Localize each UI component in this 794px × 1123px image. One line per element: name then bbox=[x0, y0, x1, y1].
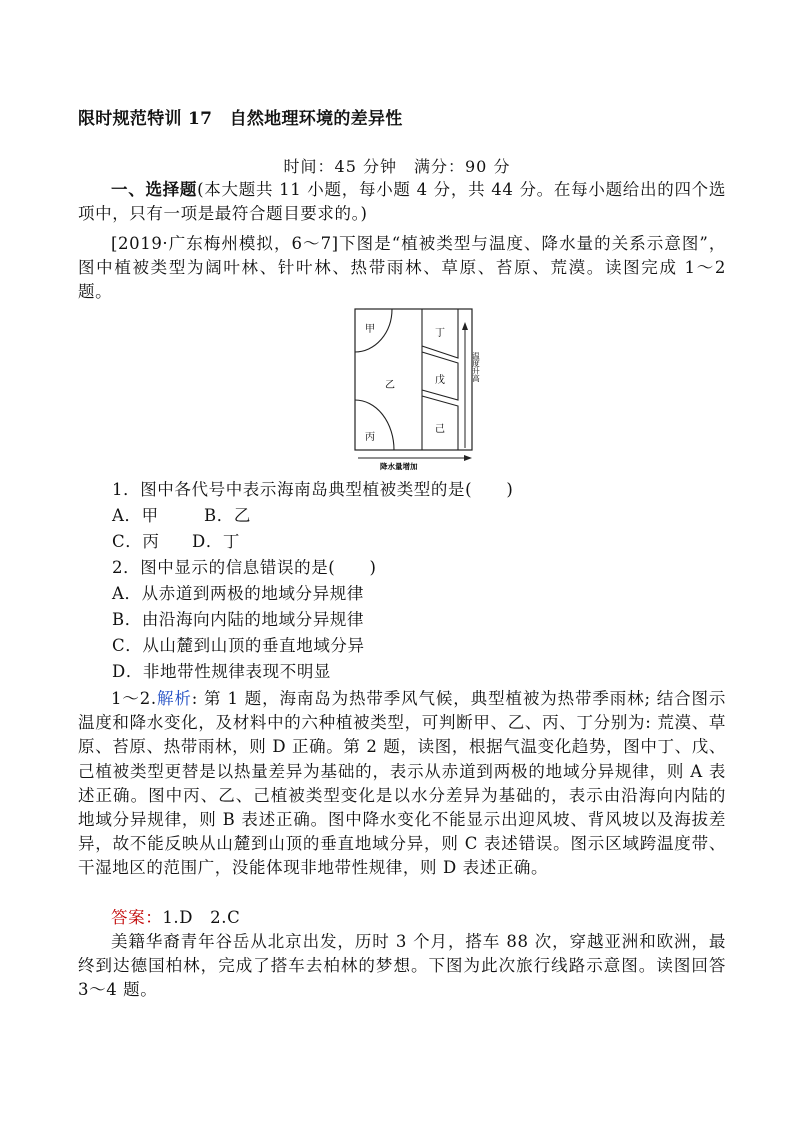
q2-option-b: B．由沿海向内陆的地域分异规律 bbox=[112, 610, 365, 629]
label-bing: 丙 bbox=[365, 432, 375, 443]
q2-option-a: A．从赤道到两极的地域分异规律 bbox=[112, 584, 364, 603]
q1-option-a: A．甲 bbox=[112, 506, 159, 525]
label-jia: 甲 bbox=[365, 324, 375, 335]
q1-option-c: C．丙 bbox=[112, 532, 160, 551]
next-question-intro: 美籍华裔青年谷岳从北京出发，历时 3 个月，搭车 88 次，穿越亚洲和欧洲，最终到达德国柏林，完成了搭车去柏林的梦想。下图为此次旅行线路示意图。读图回答 3～4 题。 bbox=[78, 932, 726, 1000]
analysis-label: 解析 bbox=[156, 689, 192, 708]
precipitation-arrow-head bbox=[464, 455, 472, 461]
q1-stem: 1．图中各代号中表示海南岛典型植被类型的是( ) bbox=[112, 480, 514, 499]
q1-options-row1 bbox=[112, 503, 251, 529]
analysis-paragraph bbox=[78, 687, 726, 881]
answer-line bbox=[78, 906, 726, 930]
section-description: (本大题共 11 小题，每小题 4 分，共 44 分。在每小题给出的四个选项中，只有一项是最符合题目要求的。) bbox=[78, 180, 727, 224]
x-axis-label: 降水量增加 bbox=[380, 462, 418, 471]
section-heading: 一、选择题 bbox=[111, 180, 198, 199]
q2-stem: 2．图中显示的信息错误的是( ) bbox=[112, 558, 377, 577]
label-wu: 戊 bbox=[435, 375, 445, 386]
q1-option-d: D．丁 bbox=[192, 532, 241, 551]
q1-options-row2 bbox=[112, 529, 240, 555]
section-instructions bbox=[78, 178, 726, 226]
answer-label: 答案： bbox=[111, 908, 163, 927]
temperature-arrow-head bbox=[462, 322, 468, 330]
analysis-text: : 第 1 题，海南岛为热带季风气候，典型植被为热带季雨林; 结合图示温度和降水变化，及材料中的六种植被类型，可判断甲、乙、丙、丁分别为: 荒漠、草原、苔原、热带雨林，则 D 正确。第 2 题，读图，根据气温变化趋势，图中丁、戊、己植被类型更替是以热量差异为基础的，表示从赤道到两极的地域分异规律，则 A 表述正确。图中丙、乙、己植被类型变化是以水分差异为基础的，表示由沿海向内陆的地域分异规律，则 B 表述正确。图中降水变化不能显示出迎风坡、背风坡以及海拔差异，故不能反映从山麓到山顶的垂直地域分异，则 C 表述错误。图示区域跨温度带、干湿地区的范围广，没能体现非地带性规律，则 D 表述正确。 bbox=[78, 689, 726, 878]
analysis-prefix: 1～2. bbox=[111, 689, 157, 708]
question-intro: [2019·广东梅州模拟，6～7]下图是“植被类型与温度、降水量的关系示意图”，图中植被类型为阔叶林、针叶林、热带雨林、草原、苔原、荒漠。读图完成 1～2 题。 bbox=[78, 234, 726, 302]
q2-option-d: D．非地带性规律表现不明显 bbox=[112, 662, 332, 681]
q2-option-c: C．从山麓到山顶的垂直地域分异 bbox=[112, 636, 365, 655]
q1-option-b: B．乙 bbox=[204, 506, 251, 525]
answer-value: 1.D 2.C bbox=[162, 908, 241, 927]
label-ding: 丁 bbox=[435, 328, 445, 339]
vegetation-diagram bbox=[340, 300, 490, 475]
time-score-line: 时间：45 分钟 满分：90 分 bbox=[283, 157, 511, 176]
doc-title: 限时规范特训 17 自然地理环境的差异性 bbox=[78, 109, 403, 129]
label-ji: 己 bbox=[435, 424, 445, 435]
label-yi: 乙 bbox=[385, 380, 395, 391]
y-axis-label: 温度升高 bbox=[471, 352, 481, 382]
region-ji-boundary bbox=[422, 396, 458, 450]
